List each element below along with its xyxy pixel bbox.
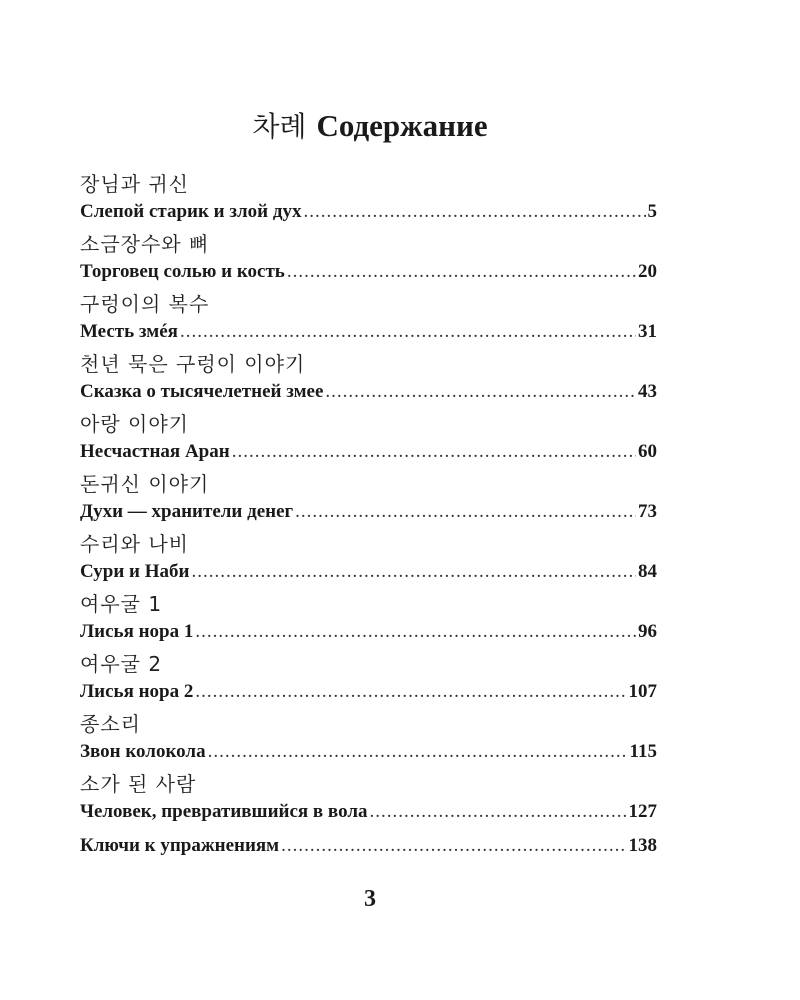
toc-entry (80, 410, 657, 470)
toc-entry (80, 470, 657, 530)
toc-entry-keys (80, 832, 657, 892)
dot-leader (281, 832, 626, 859)
toc-entry (80, 770, 657, 830)
toc-russian-line (80, 198, 657, 225)
dot-leader (195, 618, 636, 645)
toc-korean-title: 아랑 이야기 (80, 412, 189, 436)
toc-entry (80, 590, 657, 650)
toc-page-number: 96 (638, 621, 657, 642)
toc-russian-title: Сказка о тысячелетней змее (80, 381, 324, 402)
toc-page-number: 107 (628, 681, 657, 702)
toc-page-number: 20 (638, 261, 657, 282)
toc-entry (80, 170, 657, 230)
toc-page-number: 5 (647, 201, 657, 222)
toc-russian-line (80, 618, 657, 645)
toc-korean-title: 수리와 나비 (80, 532, 189, 556)
toc-russian-title: Сури и Наби (80, 561, 190, 582)
toc-entry (80, 530, 657, 590)
toc-russian-title: Лисья нора 1 (80, 621, 194, 642)
dot-leader (180, 318, 636, 345)
dot-leader (325, 378, 636, 405)
title-korean: 차례 (252, 110, 307, 143)
toc-page-number: 127 (628, 801, 657, 822)
toc-entry (80, 650, 657, 710)
toc-russian-line (80, 438, 657, 465)
toc-page-number: 73 (638, 501, 657, 522)
dot-leader (287, 258, 636, 285)
toc-russian-line (80, 832, 657, 859)
toc-page-number: 43 (638, 381, 657, 402)
toc-entry (80, 710, 657, 770)
dot-leader (369, 798, 626, 825)
toc-russian-title: Месть змéя (80, 321, 178, 342)
toc-entry (80, 290, 657, 350)
toc-russian-title: Слепой старик и злой дух (80, 201, 302, 222)
dot-leader (191, 558, 636, 585)
toc-korean-title: 구렁이의 복수 (80, 292, 210, 316)
toc-korean-title: 천년 묵은 구렁이 이야기 (80, 352, 306, 376)
toc-russian-title: Духи — хранители денег (80, 501, 294, 522)
toc-russian-line (80, 558, 657, 585)
title-russian: Содержание (316, 108, 488, 143)
toc-russian-line (80, 738, 657, 765)
toc-russian-title: Ключи к упражнениям (80, 835, 280, 856)
toc-russian-line (80, 798, 657, 825)
toc-korean-title: 여우굴 2 (80, 652, 163, 676)
dot-leader (208, 738, 628, 765)
toc-russian-title: Звон колокола (80, 741, 206, 762)
toc-page-number: 60 (638, 441, 657, 462)
toc-page-number: 115 (629, 741, 657, 762)
toc-korean-title: 소금장수와 뼈 (80, 232, 210, 256)
page-number: 3 (364, 886, 376, 912)
dot-leader (303, 198, 645, 225)
dot-leader (295, 498, 636, 525)
toc-russian-line (80, 318, 657, 345)
toc-entry (80, 350, 657, 410)
toc-russian-title: Торговец солью и кость (80, 261, 285, 282)
toc-page-number: 31 (638, 321, 657, 342)
toc-russian-title: Несчастная Аран (80, 441, 230, 462)
toc-russian-line (80, 498, 657, 525)
dot-leader (195, 678, 626, 705)
dot-leader (232, 438, 636, 465)
table-of-contents (80, 170, 657, 892)
toc-entry (80, 230, 657, 290)
toc-russian-title: Лисья нора 2 (80, 681, 194, 702)
toc-korean-title: 여우굴 1 (80, 592, 163, 616)
toc-page-number: 138 (628, 835, 657, 856)
toc-russian-line (80, 258, 657, 285)
toc-korean-title: 장님과 귀신 (80, 172, 189, 196)
toc-korean-title: 돈귀신 이야기 (80, 472, 210, 496)
toc-page-number: 84 (638, 561, 657, 582)
toc-russian-title: Человек, превратившийся в вола (80, 801, 368, 822)
toc-russian-line (80, 378, 657, 405)
toc-korean-title: 소가 된 사람 (80, 772, 197, 796)
page-title (0, 106, 740, 147)
toc-russian-line (80, 678, 657, 705)
toc-korean-title: 종소리 (80, 712, 141, 736)
